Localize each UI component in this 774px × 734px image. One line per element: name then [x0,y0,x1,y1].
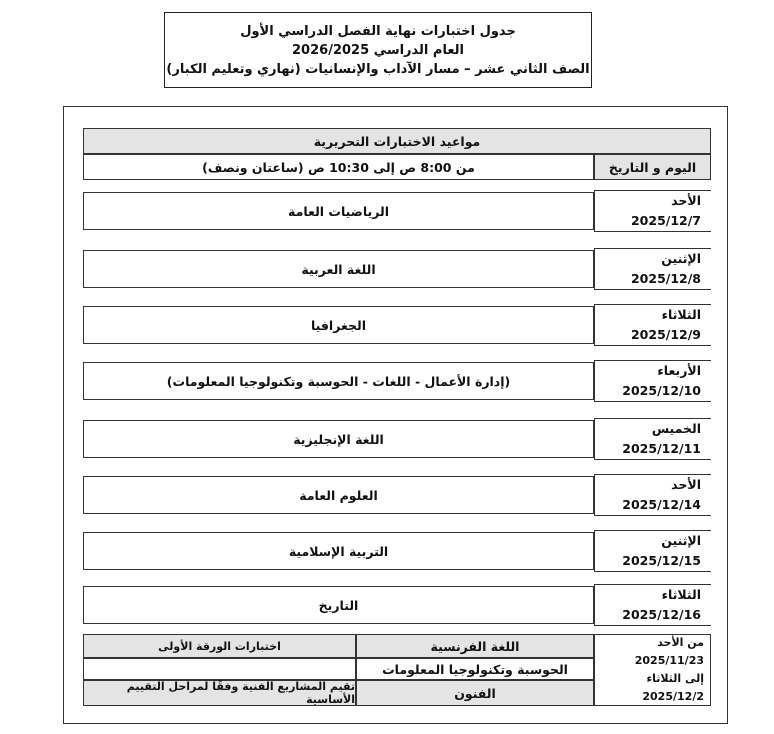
table-row-day-cell [594,304,711,346]
table-row-day-cell [594,190,711,232]
subject-french: اللغة الفرنسية [356,634,594,658]
day-name: الثلاثاء [661,307,701,322]
period-from: من الأحد 2025/11/23 [634,636,704,667]
table-row-day-cell [594,584,711,626]
period-to: إلى الثلاثاء 2025/12/2 [642,672,704,703]
table-row-day-cell [594,474,711,516]
note-first-paper: اختبارات الورقة الأولى [83,634,356,658]
exam-date: 2025/12/15 [622,553,701,568]
table-row-subject: اللغة العربية [83,250,594,288]
day-name: الأحد [671,477,701,492]
table-row-subject: الجغرافيا [83,306,594,344]
exam-date: 2025/12/10 [622,383,701,398]
time-header: من 8:00 ص إلى 10:30 ص (ساعتان ونصف) [83,154,594,180]
subject-computing: الحوسبة وتكنولوجيا المعلومات [356,658,594,680]
title-line-2: العام الدراسي 2026/2025 [292,42,464,58]
subject-arts: الفنون [356,680,594,706]
day-date-header: اليوم و التاريخ [594,154,711,180]
table-row-day-cell [594,248,711,290]
day-name: الخميس [651,421,701,436]
day-name: الأربعاء [657,363,701,378]
exam-date: 2025/12/14 [622,497,701,512]
table-row-day-cell [594,360,711,402]
exam-date: 2025/12/11 [622,441,701,456]
table-row-subject: التربية الإسلامية [83,532,594,570]
table-row-subject: التاريخ [83,586,594,624]
section-title: مواعيد الاختبارات التحريرية [83,128,711,154]
table-row-subject: (إدارة الأعمال - اللغات - الحوسبة وتكنولوجيا المعلومات) [83,362,594,400]
day-name: الأحد [671,193,701,208]
day-name: الإثنين [661,533,701,548]
document-title-box [164,12,592,88]
day-name: الإثنين [661,251,701,266]
table-row-day-cell [594,530,711,572]
table-row-subject: الرياضيات العامة [83,192,594,230]
exam-date: 2025/12/8 [630,271,701,286]
exam-date: 2025/12/7 [630,213,701,228]
exam-date: 2025/12/16 [622,607,701,622]
exam-date: 2025/12/9 [630,327,701,342]
note-empty-cell [83,658,356,680]
table-row-subject: اللغة الإنجليزية [83,420,594,458]
table-row-day-cell [594,418,711,460]
title-line-1: جدول اختبارات نهاية الفصل الدراسي الأول [240,23,516,39]
table-row-subject: العلوم العامة [83,476,594,514]
day-name: الثلاثاء [661,587,701,602]
note-arts-assessment: تقيم المشاريع الفنية وفقًا لمراحل التقييم الأساسية [83,680,356,706]
title-line-3: الصف الثاني عشر – مسار الآداب والإنسانيات (نهاري وتعليم الكبار) [166,61,590,77]
pre-exam-period [594,634,711,706]
